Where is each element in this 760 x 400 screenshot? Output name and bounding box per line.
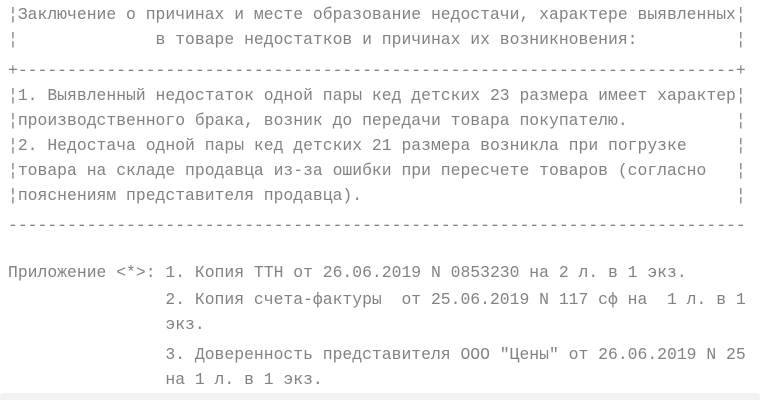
conclusion-body-line: ¦2. Недостача одной пары кед детских 21 размера возникла при погрузке ¦: [8, 136, 746, 155]
attachment-item: [8, 260, 760, 285]
conclusion-box-body: [8, 58, 760, 208]
attachment-line: экз.: [8, 315, 205, 334]
conclusion-body-line: ¦1. Выявленный недостаток одной пары кед детских 23 размера имеет характер¦: [8, 86, 746, 105]
conclusion-body-line: ¦пояснениям представителя продавца). ¦: [8, 186, 746, 205]
conclusion-box-title: [8, 2, 760, 52]
conclusion-title-line: ¦Заключение о причинах и месте образование недостачи, характере выявленных¦: [8, 5, 746, 24]
conclusion-title-line: ¦ в товаре недостатков и причинах их возникновения: ¦: [8, 30, 746, 49]
conclusion-body-line: ¦товара на складе продавца из-за ошибки при пересчете товаров (согласно ¦: [8, 161, 746, 180]
conclusion-box: [8, 2, 760, 208]
attachment-line: 3. Доверенность представителя ООО "Цены" от 26.06.2019 N 25: [8, 345, 746, 364]
attachment-item: [8, 342, 760, 392]
conclusion-body-line: ¦производственного брака, возник до передачи товара покупателю. ¦: [8, 111, 746, 130]
conclusion-box-border: +-------------------------------------------------------------------------+: [8, 61, 746, 80]
attachment-item: [8, 287, 760, 337]
attachment-line: 2. Копия счета-фактуры от 25.06.2019 N 117 сф на 1 л. в 1: [8, 290, 746, 309]
attachment-line: на 1 л. в 1 экз.: [8, 370, 323, 389]
attachments-section: [8, 260, 760, 392]
bottom-edge: [0, 393, 760, 400]
attachment-line: Приложение <*>: 1. Копия ТТН от 26.06.2019 N 0853230 на 2 л. в 1 экз.: [8, 263, 687, 282]
horizontal-separator: ---------------------------------------------------------------------------: [8, 216, 746, 235]
